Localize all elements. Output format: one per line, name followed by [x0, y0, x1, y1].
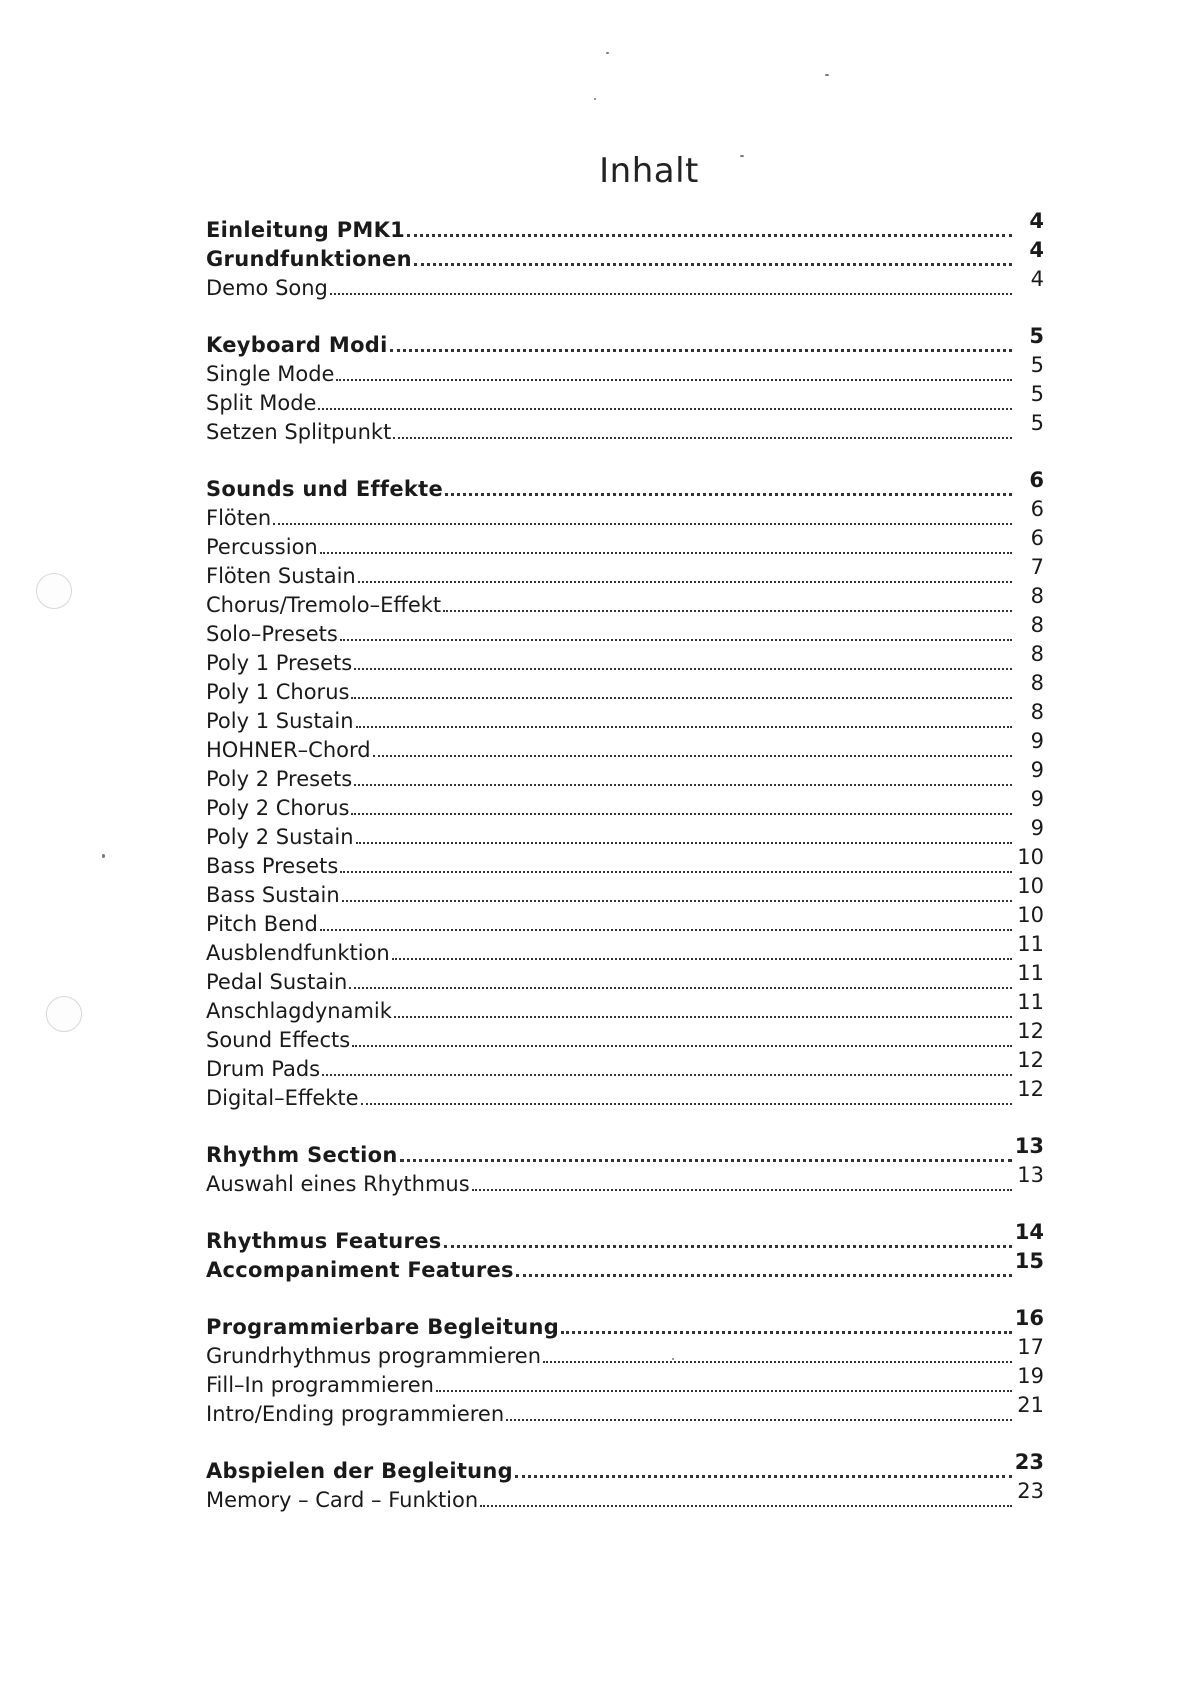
toc-entry-label: Grundrhythmus programmieren [206, 1344, 542, 1368]
toc-entry [206, 700, 1044, 736]
toc-dot-leader [414, 263, 1012, 266]
toc-page-number: 21 [1017, 1393, 1044, 1417]
toc-dot-leader [515, 1475, 1012, 1478]
toc-entry-label: Keyboard Modi [206, 333, 388, 357]
toc-page-number: 6 [1030, 497, 1044, 521]
toc-entry [206, 382, 1044, 418]
toc-entry-label: Auswahl eines Rhythmus [206, 1172, 470, 1196]
toc-entry [206, 555, 1044, 591]
toc-page-number: 11 [1017, 961, 1044, 985]
toc-entry-label: Grundfunktionen [206, 247, 412, 271]
toc-entry [206, 903, 1044, 939]
toc-page-number: 8 [1030, 700, 1044, 724]
toc-entry-label: Setzen Splitpunkt [206, 420, 392, 444]
toc-page-number: 13 [1014, 1134, 1044, 1158]
toc-entry-label: Flöten Sustain [206, 564, 356, 588]
toc-page-number: 7 [1030, 555, 1044, 579]
toc-entry-label: Fill–In programmieren [206, 1373, 434, 1397]
toc-dot-leader [340, 639, 1012, 641]
toc-dot-leader [356, 726, 1012, 728]
toc-entry-label: Demo Song [206, 276, 328, 300]
toc-dot-leader [330, 293, 1012, 295]
toc-heading-entry [206, 238, 1044, 274]
toc-dot-leader [390, 349, 1012, 352]
toc-group [206, 468, 1044, 1113]
toc-dot-leader [394, 1016, 1012, 1018]
toc-page-number: 5 [1030, 353, 1044, 377]
toc-entry-label: Split Mode [206, 391, 317, 415]
toc-page-number: 16 [1014, 1306, 1044, 1330]
toc-page-number: 10 [1017, 903, 1044, 927]
toc-entry [206, 845, 1044, 881]
toc-entry-label: Poly 2 Sustain [206, 825, 354, 849]
toc-page-number: 10 [1017, 874, 1044, 898]
toc-entry-label: Chorus/Tremolo–Effekt [206, 593, 442, 617]
toc-page-number: 13 [1017, 1163, 1044, 1187]
toc-entry [206, 1335, 1044, 1371]
toc-group [206, 209, 1044, 303]
toc-page-number: 10 [1017, 845, 1044, 869]
toc-page-number: 4 [1029, 209, 1044, 233]
toc-dot-leader [320, 552, 1012, 554]
scan-speck [825, 74, 829, 76]
toc-page-number: 9 [1030, 816, 1044, 840]
toc-entry [206, 787, 1044, 823]
toc-dot-leader [543, 1361, 1012, 1363]
toc-dot-leader [516, 1274, 1012, 1277]
scan-speck [606, 52, 609, 54]
toc-entry [206, 497, 1044, 533]
toc-entry-label: Poly 1 Chorus [206, 680, 350, 704]
toc-heading-entry [206, 1249, 1044, 1285]
toc-dot-leader [318, 408, 1012, 410]
toc-dot-leader [352, 1045, 1012, 1047]
toc-page-number: 12 [1017, 1048, 1044, 1072]
toc-page-number: 8 [1030, 613, 1044, 637]
toc-dot-leader [436, 1390, 1012, 1392]
scan-speck [672, 1358, 674, 1360]
toc-entry-label: Sounds und Effekte [206, 477, 444, 501]
toc-entry [206, 526, 1044, 562]
toc-page-number: 9 [1030, 758, 1044, 782]
toc-entry [206, 1163, 1044, 1199]
toc-page-number: 12 [1017, 1077, 1044, 1101]
toc-dot-leader [472, 1189, 1012, 1191]
toc-page-number: 8 [1030, 642, 1044, 666]
toc-heading-entry [206, 1220, 1044, 1256]
toc-dot-leader [354, 668, 1012, 670]
toc-entry [206, 932, 1044, 968]
toc-entry [206, 267, 1044, 303]
toc-entry-label: Anschlagdynamik [206, 999, 392, 1023]
toc-page-number: 17 [1017, 1335, 1044, 1359]
toc-entry-label: Drum Pads [206, 1057, 321, 1081]
toc-entry-label: HOHNER–Chord [206, 738, 371, 762]
toc-entry-label: Poly 2 Chorus [206, 796, 350, 820]
toc-page-number: 12 [1017, 1019, 1044, 1043]
toc-entry-label: Bass Sustain [206, 883, 340, 907]
toc-page-number: 9 [1030, 729, 1044, 753]
toc-entry-label: Pedal Sustain [206, 970, 348, 994]
toc-page-number: 8 [1030, 671, 1044, 695]
toc-group [206, 1450, 1044, 1515]
scan-speck [102, 854, 105, 858]
toc-dot-leader [392, 958, 1012, 960]
toc-entry [206, 1019, 1044, 1055]
punch-hole-mark [46, 996, 82, 1032]
toc-entry-label: Abspielen der Begleitung [206, 1459, 513, 1483]
scan-speck [594, 98, 596, 100]
toc-page-number: 5 [1030, 382, 1044, 406]
toc-dot-leader [322, 1074, 1012, 1076]
toc-entry [206, 1364, 1044, 1400]
toc-dot-leader [354, 784, 1012, 786]
toc-dot-leader [373, 755, 1012, 757]
toc-heading-entry [206, 1450, 1044, 1486]
toc-entry-label: Bass Presets [206, 854, 339, 878]
toc-page-number: 5 [1030, 411, 1044, 435]
toc-entry [206, 990, 1044, 1026]
toc-entry-label: Poly 1 Sustain [206, 709, 354, 733]
toc-page-number: 11 [1017, 990, 1044, 1014]
toc-entry [206, 1479, 1044, 1515]
toc-page-number: 4 [1030, 267, 1044, 291]
toc-dot-leader [351, 697, 1012, 699]
toc-entry-label: Programmierbare Begleitung [206, 1315, 560, 1339]
toc-dot-leader [506, 1419, 1012, 1421]
toc-heading-entry [206, 1306, 1044, 1342]
toc-page-number: 8 [1030, 584, 1044, 608]
toc-group [206, 1220, 1044, 1285]
toc-page-number: 6 [1030, 526, 1044, 550]
toc-dot-leader [561, 1331, 1012, 1334]
toc-page-number: 23 [1014, 1450, 1044, 1474]
toc-dot-leader [400, 1159, 1012, 1162]
toc-entry-label: Poly 1 Presets [206, 651, 353, 675]
toc-dot-leader [349, 987, 1012, 989]
toc-entry [206, 758, 1044, 794]
toc-dot-leader [340, 871, 1012, 873]
toc-entry-label: Sound Effects [206, 1028, 351, 1052]
toc-entry-label: Flöten [206, 506, 272, 530]
toc-dot-leader [393, 437, 1012, 439]
toc-page-number: 5 [1029, 324, 1044, 348]
toc-entry [206, 671, 1044, 707]
toc-page-number: 14 [1014, 1220, 1044, 1244]
toc-page-number: 6 [1029, 468, 1044, 492]
toc-page-number: 9 [1030, 787, 1044, 811]
toc-dot-leader [320, 929, 1012, 931]
toc-entry [206, 1393, 1044, 1429]
toc-entry [206, 729, 1044, 765]
toc-entry [206, 642, 1044, 678]
punch-hole-mark [36, 573, 72, 609]
toc-entry [206, 1077, 1044, 1113]
toc-dot-leader [273, 523, 1012, 525]
toc-entry [206, 874, 1044, 910]
toc-entry-label: Intro/Ending programmieren [206, 1402, 505, 1426]
toc-entry-label: Memory – Card – Funktion [206, 1488, 479, 1512]
toc-dot-leader [480, 1505, 1012, 1507]
toc-dot-leader [351, 813, 1012, 815]
toc-dot-leader [342, 900, 1012, 902]
toc-entry-label: Single Mode [206, 362, 335, 386]
toc-dot-leader [407, 234, 1012, 237]
toc-dot-leader [361, 1103, 1012, 1105]
toc-dot-leader [445, 493, 1012, 496]
toc-entry-label: Accompaniment Features [206, 1258, 514, 1282]
toc-entry [206, 584, 1044, 620]
toc-entry-label: Solo–Presets [206, 622, 338, 646]
toc-heading-entry [206, 1134, 1044, 1170]
toc-heading-entry [206, 468, 1044, 504]
toc-group [206, 1134, 1044, 1199]
toc-entry [206, 411, 1044, 447]
toc-entry [206, 816, 1044, 852]
toc-group [206, 324, 1044, 447]
toc-dot-leader [444, 1245, 1012, 1248]
toc-entry [206, 613, 1044, 649]
toc-dot-leader [443, 610, 1012, 612]
toc-entry-label: Pitch Bend [206, 912, 318, 936]
toc-dot-leader [356, 842, 1012, 844]
toc-page-number: 11 [1017, 932, 1044, 956]
toc-entry-label: Rhythm Section [206, 1143, 398, 1167]
toc-heading-entry [206, 324, 1044, 360]
scan-speck [740, 155, 744, 157]
toc-page-number: 19 [1017, 1364, 1044, 1388]
toc-entry-label: Digital–Effekte [206, 1086, 359, 1110]
toc-entry [206, 353, 1044, 389]
toc-entry-label: Einleitung PMK1 [206, 218, 406, 242]
toc-entry-label: Ausblendfunktion [206, 941, 390, 965]
toc-page-number: 23 [1017, 1479, 1044, 1503]
toc-heading-entry [206, 209, 1044, 245]
toc-entry-label: Rhythmus Features [206, 1229, 442, 1253]
toc-entry-label: Percussion [206, 535, 318, 559]
toc-group [206, 1306, 1044, 1429]
toc-dot-leader [358, 581, 1012, 583]
toc-entry-label: Poly 2 Presets [206, 767, 353, 791]
toc-page-number: 4 [1029, 238, 1044, 262]
toc-dot-leader [336, 379, 1012, 381]
toc-entry [206, 1048, 1044, 1084]
table-of-contents [206, 209, 1044, 1543]
toc-entry [206, 961, 1044, 997]
toc-page-number: 15 [1014, 1249, 1044, 1273]
page-title: Inhalt [599, 150, 699, 191]
